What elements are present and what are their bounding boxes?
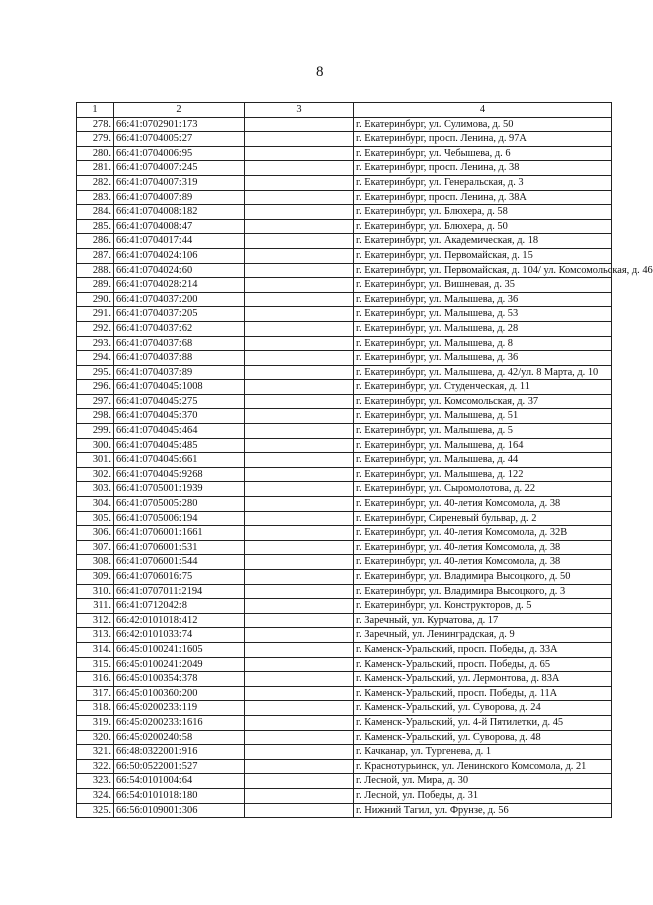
object-address: г. Каменск-Уральский, ул. 4-й Пятилетки, д. 45	[354, 715, 612, 730]
table-row	[77, 205, 612, 220]
table-row	[77, 497, 612, 512]
row-note	[245, 715, 354, 730]
table-row	[77, 774, 612, 789]
row-note	[245, 642, 354, 657]
row-note	[245, 161, 354, 176]
object-address: г. Каменск-Уральский, ул. Лермонтова, д. 83А	[354, 672, 612, 687]
row-note	[245, 263, 354, 278]
row-note	[245, 380, 354, 395]
object-address: г. Екатеринбург, ул. Владимира Высоцкого, д. 3	[354, 584, 612, 599]
object-address: г. Екатеринбург, ул. Блюхера, д. 50	[354, 219, 612, 234]
cadastral-number: 66:41:0704037:68	[114, 336, 245, 351]
table-row	[77, 759, 612, 774]
cadastral-number: 66:41:0706016:75	[114, 570, 245, 585]
row-note	[245, 540, 354, 555]
cadastral-number: 66:41:0704024:106	[114, 248, 245, 263]
object-address: г. Заречный, ул. Ленинградская, д. 9	[354, 628, 612, 643]
row-number: 319.	[77, 715, 114, 730]
table-row	[77, 234, 612, 249]
cadastral-number: 66:41:0705005:280	[114, 497, 245, 512]
table-row	[77, 394, 612, 409]
cadastral-number: 66:54:0101018:180	[114, 788, 245, 803]
cadastral-number: 66:45:0100241:1605	[114, 642, 245, 657]
table-row	[77, 321, 612, 336]
row-note	[245, 117, 354, 132]
cadastral-number: 66:42:0101033:74	[114, 628, 245, 643]
row-number: 318.	[77, 701, 114, 716]
row-note	[245, 613, 354, 628]
object-address: г. Каменск-Уральский, ул. Суворова, д. 24	[354, 701, 612, 716]
table-row	[77, 540, 612, 555]
object-address: г. Екатеринбург, ул. Студенческая, д. 11	[354, 380, 612, 395]
row-note	[245, 234, 354, 249]
object-address: г. Екатеринбург, ул. 40-летия Комсомола, д. 38	[354, 555, 612, 570]
object-address: г. Екатеринбург, ул. Сулимова, д. 50	[354, 117, 612, 132]
cadastral-number: 66:41:0704028:214	[114, 278, 245, 293]
row-number: 325.	[77, 803, 114, 818]
cadastral-number: 66:41:0704006:95	[114, 146, 245, 161]
row-number: 302.	[77, 467, 114, 482]
row-note	[245, 759, 354, 774]
property-register-table	[76, 102, 653, 818]
table-row	[77, 555, 612, 570]
row-number: 301.	[77, 453, 114, 468]
table-row	[77, 584, 612, 599]
row-note	[245, 409, 354, 424]
table-row	[77, 745, 612, 760]
row-number: 311.	[77, 599, 114, 614]
object-address: г. Екатеринбург, ул. Чебышева, д. 6	[354, 146, 612, 161]
object-address: г. Екатеринбург, ул. Академическая, д. 18	[354, 234, 612, 249]
cadastral-number: 66:45:0100360:200	[114, 686, 245, 701]
row-note	[245, 482, 354, 497]
row-note	[245, 424, 354, 439]
row-note	[245, 438, 354, 453]
row-number: 310.	[77, 584, 114, 599]
cadastral-number: 66:41:0704037:200	[114, 292, 245, 307]
row-number: 308.	[77, 555, 114, 570]
table-row	[77, 117, 612, 132]
cadastral-number: 66:41:0704037:62	[114, 321, 245, 336]
row-number: 307.	[77, 540, 114, 555]
cadastral-number: 66:41:0704007:319	[114, 175, 245, 190]
table-row	[77, 453, 612, 468]
table-row	[77, 336, 612, 351]
object-address: г. Екатеринбург, ул. Владимира Высоцкого, д. 50	[354, 570, 612, 585]
object-address: г. Екатеринбург, ул. Комсомольская, д. 37	[354, 394, 612, 409]
row-note	[245, 292, 354, 307]
row-number: 309.	[77, 570, 114, 585]
row-number: 278.	[77, 117, 114, 132]
row-number: 293.	[77, 336, 114, 351]
table-row	[77, 263, 612, 278]
object-address: г. Каменск-Уральский, просп. Победы, д. 33А	[354, 642, 612, 657]
cadastral-number: 66:50:0522001:527	[114, 759, 245, 774]
cadastral-number: 66:41:0705001:1939	[114, 482, 245, 497]
row-number: 313.	[77, 628, 114, 643]
object-address: г. Краснотурьинск, ул. Ленинского Комсомола, д. 21	[354, 759, 612, 774]
row-number: 279.	[77, 132, 114, 147]
row-note	[245, 190, 354, 205]
object-address: г. Екатеринбург, ул. Конструкторов, д. 5	[354, 599, 612, 614]
object-address: г. Екатеринбург, ул. Генеральская, д. 3	[354, 175, 612, 190]
table-row	[77, 351, 612, 366]
row-number: 299.	[77, 424, 114, 439]
table-row	[77, 190, 612, 205]
column-header-number: 1	[77, 103, 114, 118]
row-number: 314.	[77, 642, 114, 657]
row-note	[245, 321, 354, 336]
row-number: 290.	[77, 292, 114, 307]
row-number: 322.	[77, 759, 114, 774]
row-note	[245, 146, 354, 161]
object-address: г. Екатеринбург, ул. Сыромолотова, д. 22	[354, 482, 612, 497]
object-address: г. Качканар, ул. Тургенева, д. 1	[354, 745, 612, 760]
cadastral-number: 66:41:0704005:27	[114, 132, 245, 147]
row-note	[245, 686, 354, 701]
object-address: г. Екатеринбург, ул. Малышева, д. 36	[354, 292, 612, 307]
row-note	[245, 526, 354, 541]
object-address: г. Екатеринбург, просп. Ленина, д. 38	[354, 161, 612, 176]
table-row	[77, 365, 612, 380]
object-address: г. Екатеринбург, ул. 40-летия Комсомола, д. 38	[354, 497, 612, 512]
row-number: 294.	[77, 351, 114, 366]
table-row	[77, 467, 612, 482]
table-row	[77, 613, 612, 628]
cadastral-number: 66:41:0705006:194	[114, 511, 245, 526]
object-address: г. Екатеринбург, ул. Малышева, д. 51	[354, 409, 612, 424]
table-row	[77, 307, 612, 322]
row-note	[245, 351, 354, 366]
cadastral-number: 66:41:0704017:44	[114, 234, 245, 249]
row-note	[245, 788, 354, 803]
cadastral-number: 66:41:0704045:275	[114, 394, 245, 409]
row-number: 283.	[77, 190, 114, 205]
cadastral-number: 66:41:0706001:544	[114, 555, 245, 570]
table-row	[77, 438, 612, 453]
row-note	[245, 307, 354, 322]
object-address: г. Екатеринбург, ул. Малышева, д. 122	[354, 467, 612, 482]
row-note	[245, 803, 354, 818]
row-number: 321.	[77, 745, 114, 760]
row-note	[245, 132, 354, 147]
row-number: 297.	[77, 394, 114, 409]
table-row	[77, 292, 612, 307]
table-row	[77, 380, 612, 395]
object-address: г. Екатеринбург, Сиреневый бульвар, д. 2	[354, 511, 612, 526]
row-number: 312.	[77, 613, 114, 628]
table-row	[77, 657, 612, 672]
cadastral-number: 66:41:0707011:2194	[114, 584, 245, 599]
row-note	[245, 497, 354, 512]
row-number: 298.	[77, 409, 114, 424]
object-address: г. Екатеринбург, ул. Вишневая, д. 35	[354, 278, 612, 293]
row-number: 295.	[77, 365, 114, 380]
row-number: 323.	[77, 774, 114, 789]
row-note	[245, 774, 354, 789]
table-row	[77, 570, 612, 585]
cadastral-number: 66:56:0109001:306	[114, 803, 245, 818]
row-number: 303.	[77, 482, 114, 497]
row-note	[245, 365, 354, 380]
table-row	[77, 132, 612, 147]
row-number: 304.	[77, 497, 114, 512]
table-row	[77, 730, 612, 745]
cadastral-number: 66:45:0100241:2049	[114, 657, 245, 672]
row-note	[245, 453, 354, 468]
row-note	[245, 205, 354, 220]
cadastral-number: 66:41:0704037:88	[114, 351, 245, 366]
table-row	[77, 161, 612, 176]
row-number: 280.	[77, 146, 114, 161]
table-row	[77, 715, 612, 730]
row-number: 284.	[77, 205, 114, 220]
cadastral-number: 66:41:0704045:485	[114, 438, 245, 453]
cadastral-number: 66:41:0702901:173	[114, 117, 245, 132]
row-note	[245, 555, 354, 570]
cadastral-number: 66:41:0704037:89	[114, 365, 245, 380]
object-address: г. Екатеринбург, ул. Малышева, д. 53	[354, 307, 612, 322]
object-address: г. Лесной, ул. Победы, д. 31	[354, 788, 612, 803]
object-address: г. Екатеринбург, ул. Малышева, д. 36	[354, 351, 612, 366]
object-address: г. Екатеринбург, ул. Первомайская, д. 15	[354, 248, 612, 263]
row-number: 296.	[77, 380, 114, 395]
cadastral-number: 66:54:0101004:64	[114, 774, 245, 789]
cadastral-number: 66:41:0704008:47	[114, 219, 245, 234]
cadastral-number: 66:45:0100354:378	[114, 672, 245, 687]
cadastral-number: 66:41:0704045:370	[114, 409, 245, 424]
row-number: 285.	[77, 219, 114, 234]
object-address: г. Екатеринбург, ул. Малышева, д. 42/ул. 8 Марта, д. 10	[354, 365, 612, 380]
table-row	[77, 424, 612, 439]
table-row	[77, 219, 612, 234]
row-number: 315.	[77, 657, 114, 672]
row-note	[245, 599, 354, 614]
cadastral-number: 66:45:0200240:58	[114, 730, 245, 745]
table-row	[77, 278, 612, 293]
object-address: г. Екатеринбург, ул. Малышева, д. 5	[354, 424, 612, 439]
table-row	[77, 409, 612, 424]
column-header-address: 4	[354, 103, 612, 118]
cadastral-number: 66:41:0706001:531	[114, 540, 245, 555]
table-header-row	[77, 103, 612, 118]
row-number: 320.	[77, 730, 114, 745]
object-address: г. Екатеринбург, просп. Ленина, д. 38А	[354, 190, 612, 205]
row-number: 324.	[77, 788, 114, 803]
row-note	[245, 511, 354, 526]
row-note	[245, 248, 354, 263]
row-note	[245, 219, 354, 234]
row-number: 289.	[77, 278, 114, 293]
row-number: 286.	[77, 234, 114, 249]
object-address: г. Екатеринбург, просп. Ленина, д. 97А	[354, 132, 612, 147]
row-note	[245, 467, 354, 482]
object-address: г. Екатеринбург, ул. Малышева, д. 164	[354, 438, 612, 453]
row-note	[245, 701, 354, 716]
table-row	[77, 642, 612, 657]
object-address: г. Каменск-Уральский, просп. Победы, д. 11А	[354, 686, 612, 701]
row-number: 291.	[77, 307, 114, 322]
table-row	[77, 599, 612, 614]
column-header-3: 3	[245, 103, 354, 118]
row-number: 292.	[77, 321, 114, 336]
row-number: 306.	[77, 526, 114, 541]
table-row	[77, 788, 612, 803]
table-row	[77, 175, 612, 190]
row-number: 287.	[77, 248, 114, 263]
row-note	[245, 628, 354, 643]
object-address: г. Екатеринбург, ул. Малышева, д. 8	[354, 336, 612, 351]
object-address: г. Заречный, ул. Курчатова, д. 17	[354, 613, 612, 628]
cadastral-number: 66:41:0704045:464	[114, 424, 245, 439]
object-address: г. Лесной, ул. Мира, д. 30	[354, 774, 612, 789]
row-note	[245, 336, 354, 351]
object-address: г. Екатеринбург, ул. 40-летия Комсомола, д. 38	[354, 540, 612, 555]
row-number: 282.	[77, 175, 114, 190]
object-address: г. Екатеринбург, ул. 40-летия Комсомола, д. 32В	[354, 526, 612, 541]
row-note	[245, 175, 354, 190]
cadastral-number: 66:41:0704037:205	[114, 307, 245, 322]
cadastral-number: 66:41:0704045:9268	[114, 467, 245, 482]
object-address: г. Екатеринбург, ул. Малышева, д. 28	[354, 321, 612, 336]
row-note	[245, 584, 354, 599]
table-row	[77, 628, 612, 643]
cadastral-number: 66:41:0712042:8	[114, 599, 245, 614]
table-row	[77, 146, 612, 161]
cadastral-number: 66:45:0200233:119	[114, 701, 245, 716]
object-address: г. Каменск-Уральский, просп. Победы, д. 65	[354, 657, 612, 672]
row-number: 300.	[77, 438, 114, 453]
page-number: 8	[316, 64, 324, 80]
cadastral-number: 66:48:0322001:916	[114, 745, 245, 760]
row-number: 317.	[77, 686, 114, 701]
row-number: 281.	[77, 161, 114, 176]
table-row	[77, 511, 612, 526]
table-row	[77, 526, 612, 541]
cadastral-number: 66:41:0704024:60	[114, 263, 245, 278]
row-number: 305.	[77, 511, 114, 526]
object-address: г. Екатеринбург, ул. Блюхера, д. 58	[354, 205, 612, 220]
column-header-cadastral: 2	[114, 103, 245, 118]
row-note	[245, 745, 354, 760]
table-row	[77, 701, 612, 716]
cadastral-number: 66:45:0200233:1616	[114, 715, 245, 730]
cadastral-number: 66:41:0704045:661	[114, 453, 245, 468]
row-note	[245, 672, 354, 687]
row-note	[245, 570, 354, 585]
cadastral-number: 66:42:0101018:412	[114, 613, 245, 628]
row-note	[245, 730, 354, 745]
table-row	[77, 686, 612, 701]
table-row	[77, 248, 612, 263]
object-address: г. Нижний Тагил, ул. Фрунзе, д. 56	[354, 803, 612, 818]
object-address: г. Каменск-Уральский, ул. Суворова, д. 48	[354, 730, 612, 745]
row-note	[245, 394, 354, 409]
cadastral-number: 66:41:0704008:182	[114, 205, 245, 220]
cadastral-number: 66:41:0704045:1008	[114, 380, 245, 395]
object-address: г. Екатеринбург, ул. Первомайская, д. 104/ ул. Комсомольская, д. 46	[354, 263, 612, 278]
table-row	[77, 482, 612, 497]
table-row	[77, 803, 612, 818]
row-number: 288.	[77, 263, 114, 278]
cadastral-number: 66:41:0704007:245	[114, 161, 245, 176]
row-note	[245, 657, 354, 672]
object-address: г. Екатеринбург, ул. Малышева, д. 44	[354, 453, 612, 468]
row-note	[245, 278, 354, 293]
cadastral-number: 66:41:0706001:1661	[114, 526, 245, 541]
table-row	[77, 672, 612, 687]
cadastral-number: 66:41:0704007:89	[114, 190, 245, 205]
row-number: 316.	[77, 672, 114, 687]
